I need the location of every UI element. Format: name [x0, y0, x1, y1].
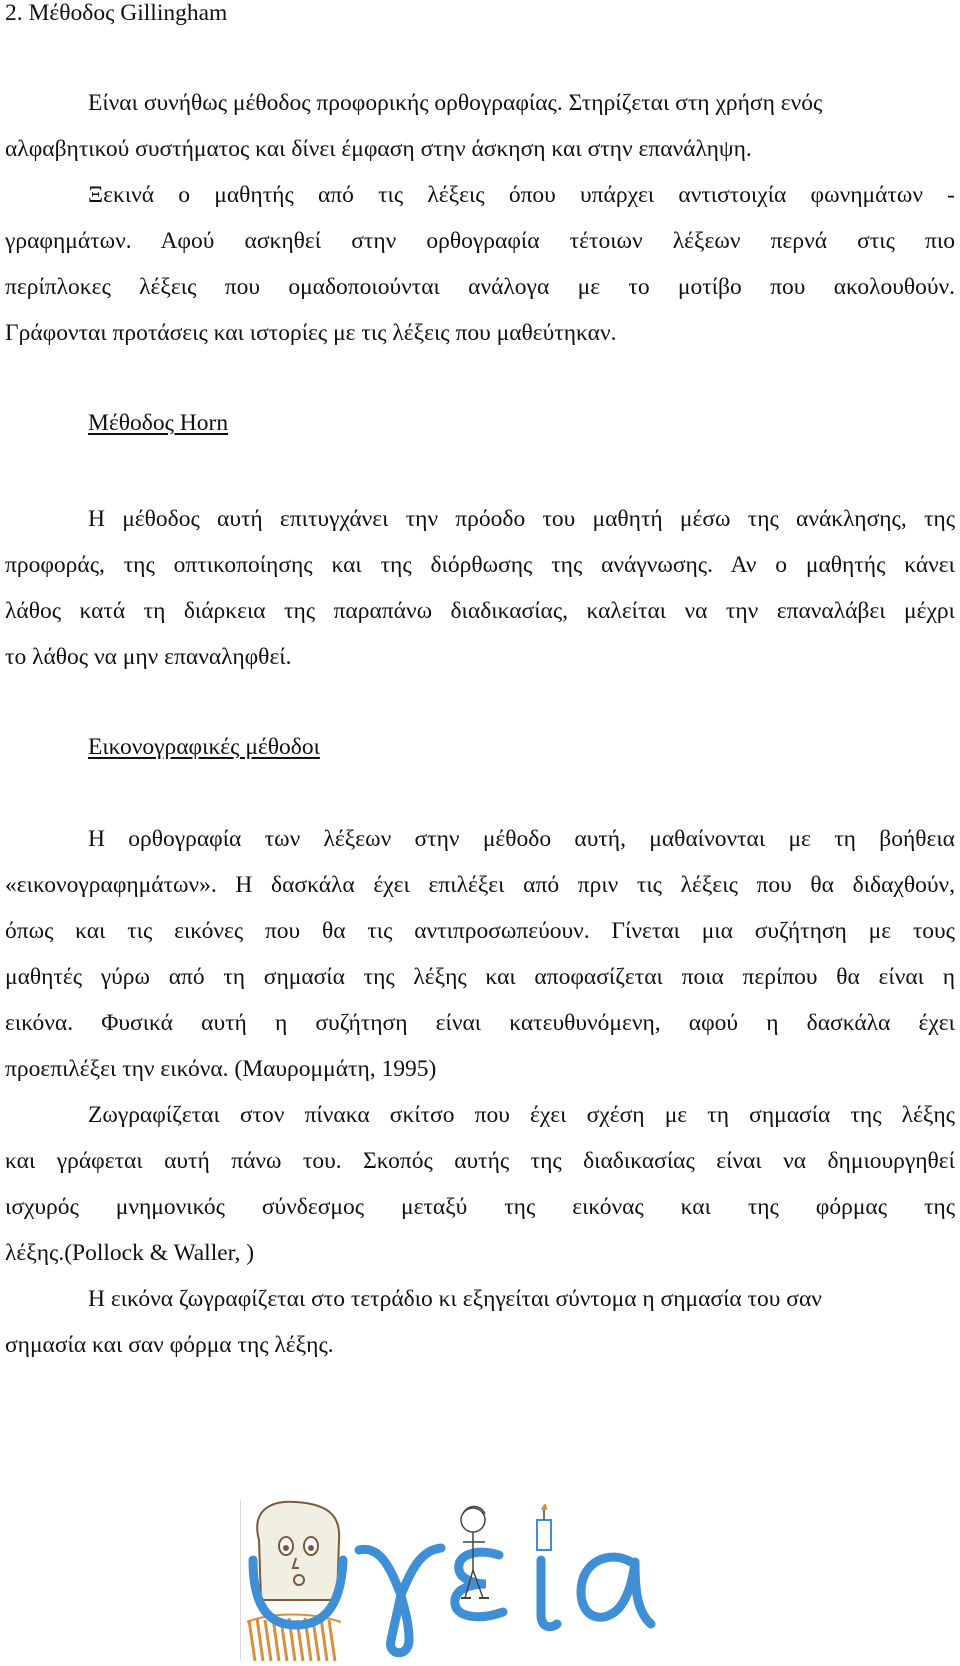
paragraph-line: λάθος κατά τη διάρκεια της παραπάνω διαδικασίας, καλείται να την επαναλάβει μέχρι	[5, 598, 955, 624]
paragraph-line: αλφαβητικού συστήματος και δίνει έμφαση στην άσκηση και στην επανάληψη.	[5, 136, 752, 162]
paragraph-line: το λάθος να μην επαναληφθεί.	[5, 644, 292, 670]
paragraph-line: μαθητές γύρω από τη σημασία της λέξης και αποφασίζεται ποια περίπου θα είναι η	[5, 964, 955, 990]
pictograph-illustration	[240, 1500, 661, 1661]
paragraph-line: Ξεκινά ο μαθητής από τις λέξεις όπου υπάρχει αντιστοιχία φωνημάτων -	[88, 182, 955, 208]
subsection-heading	[88, 408, 955, 438]
subsection-heading-text: Μέθοδος Horn	[88, 410, 229, 436]
paragraph-line: Είναι συνήθως μέθοδος προφορικής ορθογραφίας. Στηρίζεται στη χρήση ενός	[88, 90, 823, 116]
paragraph-line: γραφημάτων. Αφού ασκηθεί στην ορθογραφία τέτοιων λέξεων περνά στις πιο	[5, 228, 955, 254]
paragraph-line: ισχυρός μνημονικός σύνδεσμος μεταξύ της εικόνας και της φόρμας της	[5, 1194, 955, 1220]
paragraph-line: εικόνα. Φυσικά αυτή η συζήτηση είναι κατευθυνόμενη, αφού η δασκάλα έχει	[5, 1010, 955, 1036]
paragraph-line: Η μέθοδος αυτή επιτυγχάνει την πρόοδο του μαθητή μέσω της ανάκλησης, της	[88, 506, 955, 532]
pictograph-drawing	[241, 1500, 661, 1661]
letter-gamma	[359, 1548, 441, 1653]
paragraph-line: προεπιλέξει την εικόνα. (Μαυρομμάτη, 1995)	[5, 1056, 437, 1082]
face-drawing	[257, 1502, 339, 1600]
letter-iota	[541, 1560, 557, 1627]
candle-drawing	[537, 1504, 551, 1550]
paragraph-line: Ζωγραφίζεται στον πίνακα σκίτσο που έχει σχέση με τη σημασία της λέξης	[88, 1102, 955, 1128]
paragraph-line: Η ορθογραφία των λέξεων στην μέθοδο αυτή, μαθαίνονται με τη βοήθεια	[88, 826, 955, 852]
section-heading: 2. Μέθοδος Gillingham	[5, 0, 228, 26]
paragraph-line: σημασία και σαν φόρμα της λέξης.	[5, 1332, 334, 1358]
paragraph-line: Η εικόνα ζωγραφίζεται στο τετράδιο κι εξηγείται σύντομα η σημασία του σαν	[88, 1286, 822, 1312]
paragraph-line: όπως και τις εικόνες που θα τις αντιπροσωπεύουν. Γίνεται μια συζήτηση με τους	[5, 918, 955, 944]
paragraph-line: Γράφονται προτάσεις και ιστορίες με τις λέξεις που μαθεύτηκαν.	[5, 320, 617, 346]
paragraph-line: λέξης.(Pollock & Waller, )	[5, 1240, 255, 1266]
paragraph-line: και γράφεται αυτή πάνω του. Σκοπός αυτής της διαδικασίας είναι να δημιουργηθεί	[5, 1148, 955, 1174]
letter-alpha	[581, 1557, 651, 1624]
subsection-heading	[88, 732, 955, 762]
subsection-heading-text: Εικονογραφικές μέθοδοι	[88, 734, 320, 760]
paragraph-line: προφοράς, της οπτικοποίησης και της διόρθωσης της ανάγνωσης. Αν ο μαθητής κάνει	[5, 552, 955, 578]
paragraph-line: περίπλοκες λέξεις που ομαδοποιούνται ανάλογα με το μοτίβο που ακολουθούν.	[5, 274, 955, 300]
paragraph-line: «εικονογραφημάτων». Η δασκάλα έχει επιλέξει από πριν τις λέξεις που θα διδαχθούν,	[5, 872, 955, 898]
